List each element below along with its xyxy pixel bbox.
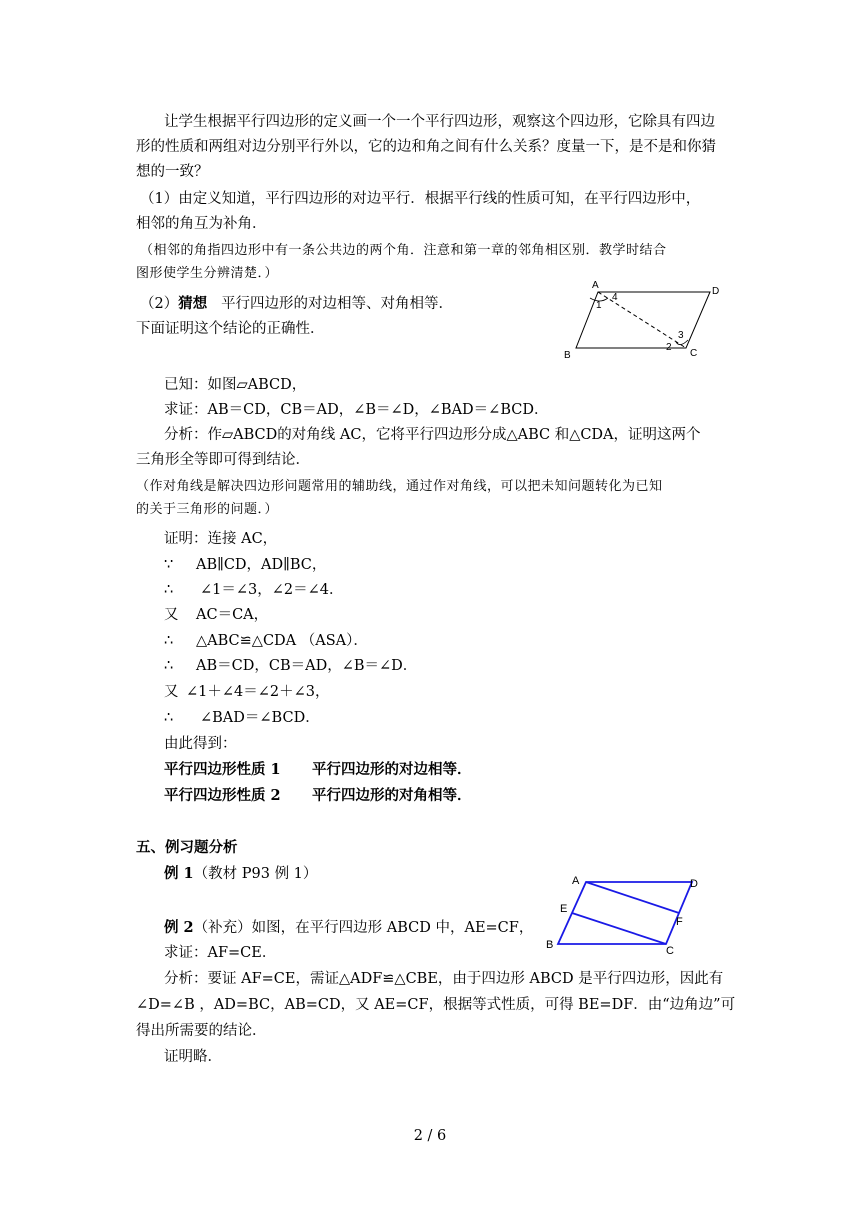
angle-label-3: 3 [678,330,684,341]
point1-line-2: 相邻的角互为补角． [136,216,267,232]
proof-step-3-symbol: 又 [164,607,179,623]
proof-step-2-symbol: ∴ [164,582,174,598]
proof-omitted: 证明略． [164,1049,222,1065]
point2-text: 平行四边形的对边相等、对角相等． [221,296,454,312]
point1-line-1: （1）由定义知道，平行四边形的对边平行．根据平行线的性质可知，在平行四边形中， [140,191,701,207]
page-number: 2 / 6 [413,1128,447,1144]
intro-line-2: 形的性质和两组对边分别平行外以，它的边和角之间有什么关系？度量一下，是不是和你猜 [136,139,716,155]
proof-step-2-text: ∠1＝∠3，∠2＝∠4． [200,582,344,598]
proof-step-5-text: AB＝CD，CB＝AD，∠B＝∠D． [196,658,418,674]
angle-label-1: 1 [596,300,602,311]
prove-line: 求证：AB＝CD，CB＝AD，∠B＝∠D，∠BAD＝∠BCD． [164,402,549,418]
parallelogram-abcd-2 [558,882,692,944]
angle-label-4: 4 [612,292,618,303]
parallelogram-figure-1 [560,278,730,363]
example-2-text: （补充）如图，在平行四边形 ABCD 中，AE=CF， [193,920,534,936]
segment-af [586,882,679,913]
section-5-heading: 五、例习题分析 [136,839,238,856]
label-c-2: C [666,945,674,955]
point2-keyword: 猜想 [178,295,208,312]
label-c: C [690,348,698,359]
proof-step-4-symbol: ∴ [164,633,174,649]
analysis2-line-1: 分析：要证 AF=CE，需证△ADF≌△CBE，由于四边形 ABCD 是平行四边形，因此有 [164,971,724,987]
proof-step-7-text: ∠BAD＝∠BCD． [200,710,320,726]
proof-step-6-symbol: 又 [164,684,179,700]
parallelogram-figure-2 [540,870,710,955]
label-d-2: D [690,878,698,890]
property-2-text: 平行四边形的对角相等． [312,787,472,804]
property-1-text: 平行四边形的对边相等． [312,761,472,778]
analysis2-line-3: 得出所需要的结论． [136,1023,267,1039]
analysis-line-2: 三角形全等即可得到结论． [136,452,310,468]
intro-line-1: 让学生根据平行四边形的定义画一个一个平行四边形，观察这个四边形，它除具有四边 [164,114,715,130]
proof-step-3-text: AC＝CA， [196,607,269,623]
label-a-2: A [572,875,580,887]
label-b: B [564,350,571,361]
proof-step-1-symbol: ∵ [164,557,174,573]
point2-line [140,294,453,314]
proof-step-1-text: AB∥CD，AD∥BC， [196,557,327,573]
example-2-prove: 求证：AF=CE． [164,945,277,961]
analysis2-line-2: ∠D=∠B ，AD=BC，AB=CD，又 AE=CF，根据等式性质，可得 BE=DF．由“边角边”可 [136,997,736,1013]
note1-line-1: （相邻的角指四边形中有一条公共边的两个角．注意和第一章的邻角相区别．教学时结合 [140,243,667,258]
analysis-line-1: 分析：作▱ABCD的对角线 AC，它将平行四边形分成△ABC 和△CDA，证明这两个 [164,427,701,443]
note2-line-2: 的关于三角形的问题．） [136,502,279,517]
proof-step-7-symbol: ∴ [164,710,174,726]
proof-intro: 下面证明这个结论的正确性． [136,321,325,337]
property-2-name: 平行四边形性质 2 [164,787,281,804]
example-1-label: 例 1 [164,865,194,882]
example-2-label: 例 2 [164,919,194,936]
label-d: D [712,286,720,297]
angle-label-2: 2 [666,342,672,353]
example-1-line [164,864,317,884]
segment-ec [572,913,666,944]
proof-step-5-symbol: ∴ [164,658,174,674]
property-1-name: 平行四边形性质 1 [164,761,281,778]
point2-prefix: （2） [140,296,179,312]
note2-line-1: （作对角线是解决四边形问题常用的辅助线，通过作对角线，可以把未知问题转化为已知 [136,479,663,494]
example-2-line [164,918,533,938]
label-e-2: E [560,903,568,915]
conclusion-intro: 由此得到： [164,736,237,752]
example-1-text: （教材 P93 例 1） [193,866,318,882]
label-f-2: F [676,916,683,928]
given-line: 已知：如图▱ABCD， [164,377,307,393]
label-b-2: B [546,939,554,951]
note1-line-2: 图形使学生分辨清楚．） [136,266,279,281]
proof-step-4-text: △ABC≌△CDA （ASA）． [196,633,368,649]
proof-step-6-text: ∠1＋∠4＝∠2＋∠3， [186,684,330,700]
proof-start: 证明：连接 AC， [164,531,278,547]
intro-line-3: 想的一致？ [136,164,209,180]
label-a: A [592,280,599,291]
